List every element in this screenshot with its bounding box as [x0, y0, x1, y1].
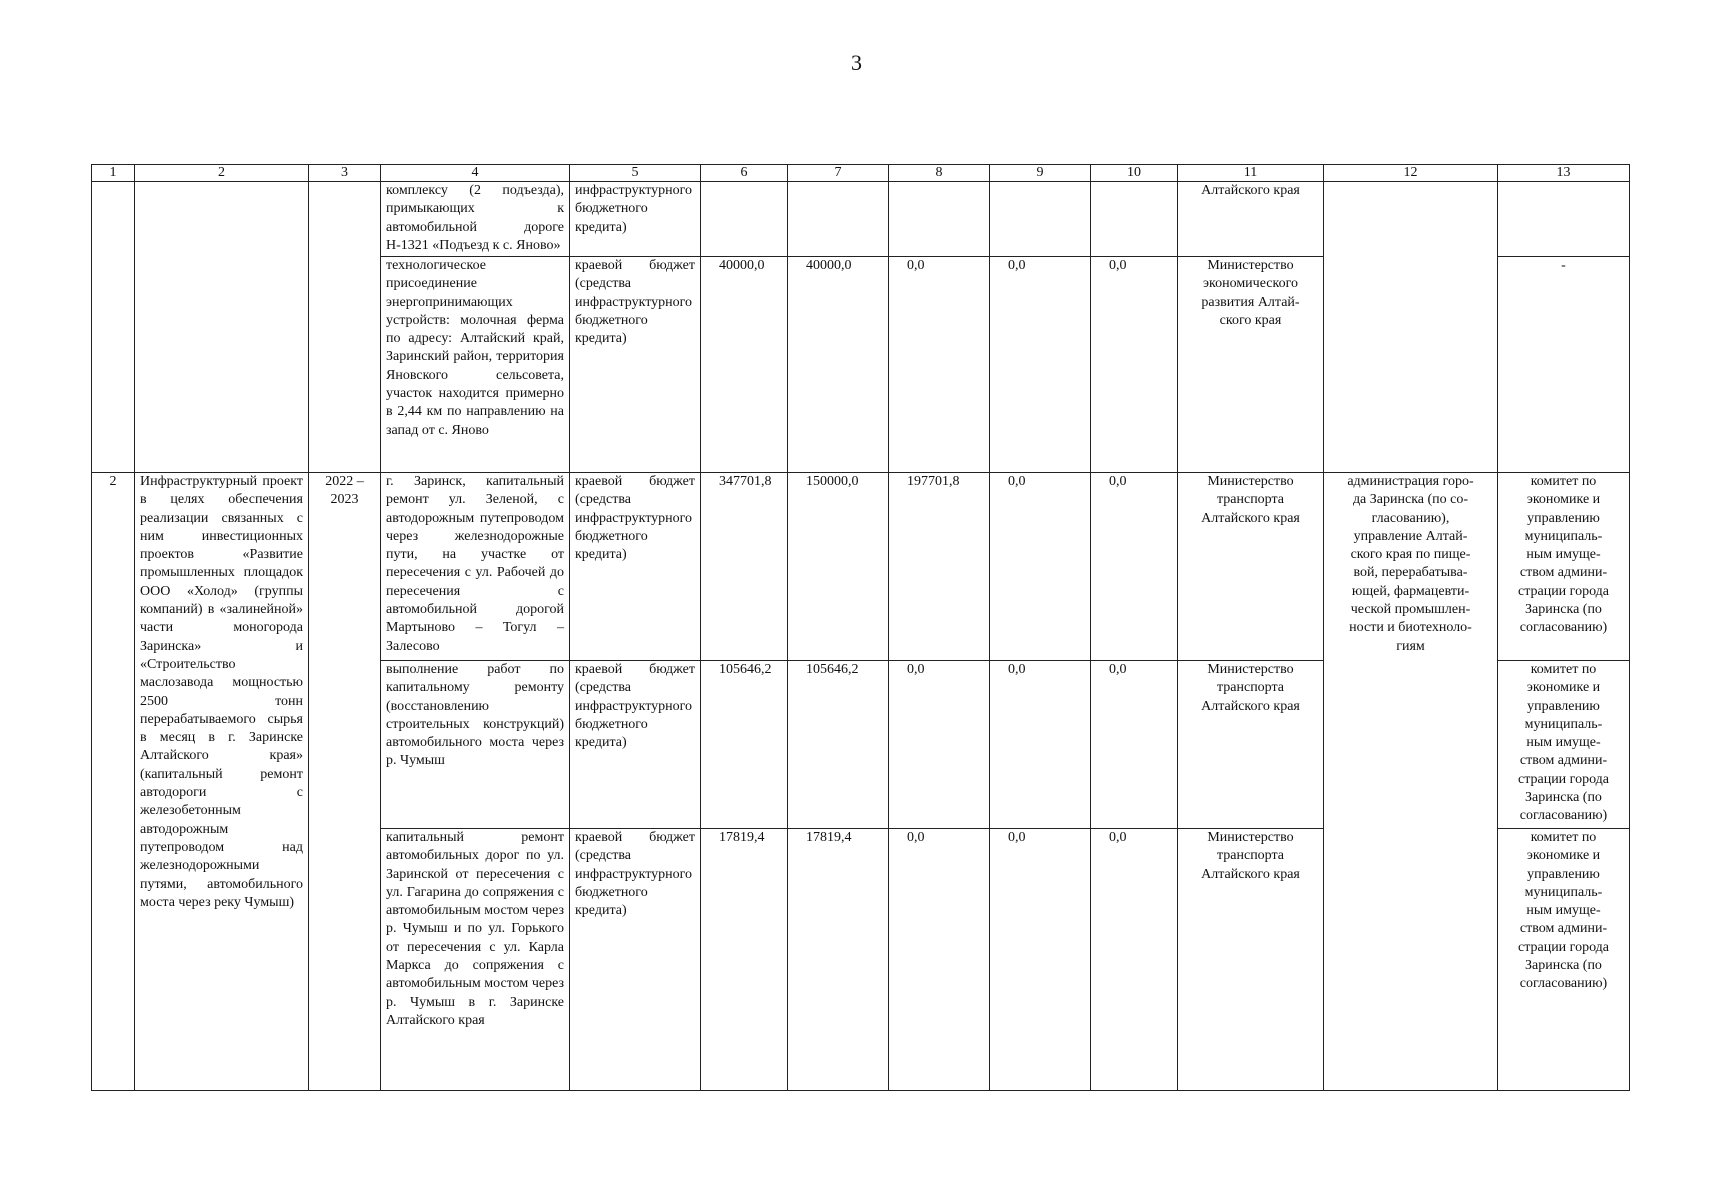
cell-responsible: Министерство транспорта Алтайского края — [1178, 829, 1324, 1091]
header-cell: 13 — [1498, 165, 1630, 182]
cell-project — [135, 182, 309, 473]
cell-participants: комитет по экономике и управлению муниципаль- ным имуще- ством админи- страции города Заринска (по согласованию) — [1498, 829, 1630, 1091]
cell-project: Инфраструктурный проект в целях обеспечения реализации связанных с ним инвестиционных проектов «Развитие промышленных площадок ООО «Холод» (группы компаний) в «залинейной» части моногорода Заринска» и «Строительство маслозавода мощностью 2500 тонн перерабатываемого сырья в месяц в г. Заринске Алтайского края» (капитальный ремонт автодороги с железобетонным автодорожным путепроводом над железнодорожными путями, автомобильного моста через реку Чумыш) — [135, 473, 309, 1091]
cell-col9: 0,0 — [990, 661, 1091, 829]
cell-col6: 347701,8 — [701, 473, 788, 661]
cell-col10 — [1091, 182, 1178, 257]
cell-source: краевой бюджет (средства инфраструктурного бюджетного кредита) — [570, 661, 701, 829]
header-cell: 6 — [701, 165, 788, 182]
cell-col6: 105646,2 — [701, 661, 788, 829]
cell-responsible: Министерство экономического развития Алтай- ского края — [1178, 257, 1324, 473]
cell-object: капитальный ремонт автомобильных дорог по ул. Заринской от пересечения с ул. Гагарина до сопряжения с автомобильным мостом через р. Чумыш и по ул. Горького от пересечения с ул. Карла Маркса до сопряжения с автомобильным мостом через р. Чумыш в г. Заринске Алтайского края — [381, 829, 570, 1091]
cell-col10: 0,0 — [1091, 257, 1178, 473]
header-cell: 11 — [1178, 165, 1324, 182]
cell-coexecutors — [1324, 182, 1498, 473]
funding-table — [91, 164, 1630, 1091]
table-header-row — [92, 165, 1630, 182]
cell-period: 2022 – 2023 — [309, 473, 381, 1091]
header-cell: 8 — [889, 165, 990, 182]
cell-source: инфраструктурного бюджетного кредита) — [570, 182, 701, 257]
cell-col6: 40000,0 — [701, 257, 788, 473]
header-cell: 12 — [1324, 165, 1498, 182]
header-cell: 4 — [381, 165, 570, 182]
cell-col7: 105646,2 — [788, 661, 889, 829]
cell-source: краевой бюджет (средства инфраструктурного бюджетного кредита) — [570, 829, 701, 1091]
cell-number: 2 — [92, 473, 135, 1091]
cell-participants: - — [1498, 257, 1630, 473]
header-cell: 2 — [135, 165, 309, 182]
cell-responsible: Алтайского края — [1178, 182, 1324, 257]
cell-col7: 150000,0 — [788, 473, 889, 661]
header-cell: 7 — [788, 165, 889, 182]
cell-col9: 0,0 — [990, 257, 1091, 473]
table-row — [92, 182, 1630, 257]
cell-source: краевой бюджет (средства инфраструктурного бюджетного кредита) — [570, 473, 701, 661]
header-cell: 1 — [92, 165, 135, 182]
header-cell: 9 — [990, 165, 1091, 182]
cell-object: выполнение работ по капитальному ремонту (восстановлению строительных конструкций) автомобильного моста через р. Чумыш — [381, 661, 570, 829]
cell-object: г. Заринск, капитальный ремонт ул. Зеленой, с автодорожным путепроводом через железнодорожные пути, на участке от пересечения с ул. Рабочей до пересечения с автомобильной дорогой Мартыново – Тогул – Залесово — [381, 473, 570, 661]
cell-col9: 0,0 — [990, 829, 1091, 1091]
cell-col7: 17819,4 — [788, 829, 889, 1091]
cell-participants — [1498, 182, 1630, 257]
cell-coexecutors: администрация горо- да Заринска (по со- гласованию), управление Алтай- ского края по пище- вой, перерабатыва- ющей, фармацевти- ческой промышлен- ности и биотехноло- гиям — [1324, 473, 1498, 1091]
cell-object: комплексу (2 подъезда), примыкающих к автомобильной дороге Н-1321 «Подъезд к с. Яново» — [381, 182, 570, 257]
cell-col8: 0,0 — [889, 257, 990, 473]
cell-participants: комитет по экономике и управлению муниципаль- ным имуще- ством админи- страции города Заринска (по согласованию) — [1498, 661, 1630, 829]
cell-col6 — [701, 182, 788, 257]
cell-col10: 0,0 — [1091, 473, 1178, 661]
cell-responsible: Министерство транспорта Алтайского края — [1178, 661, 1324, 829]
header-cell: 3 — [309, 165, 381, 182]
cell-col9 — [990, 182, 1091, 257]
cell-col7 — [788, 182, 889, 257]
cell-col9: 0,0 — [990, 473, 1091, 661]
cell-responsible: Министерство транспорта Алтайского края — [1178, 473, 1324, 661]
cell-col6: 17819,4 — [701, 829, 788, 1091]
cell-object: технологическое присоединение энергопринимающих устройств: молочная ферма по адресу: Алтайский край, Заринский район, территория Яновского сельсовета, участок находится примерно в 2,44 км по направлению на запад от с. Яново — [381, 257, 570, 473]
header-cell: 5 — [570, 165, 701, 182]
page-number: 3 — [851, 50, 862, 75]
cell-source: краевой бюджет (средства инфраструктурного бюджетного кредита) — [570, 257, 701, 473]
cell-col10: 0,0 — [1091, 661, 1178, 829]
cell-col8: 197701,8 — [889, 473, 990, 661]
cell-participants: комитет по экономике и управлению муниципаль- ным имуще- ством админи- страции города Заринска (по согласованию) — [1498, 473, 1630, 661]
header-cell: 10 — [1091, 165, 1178, 182]
cell-col10: 0,0 — [1091, 829, 1178, 1091]
cell-period — [309, 182, 381, 473]
cell-col7: 40000,0 — [788, 257, 889, 473]
cell-col8: 0,0 — [889, 661, 990, 829]
table-row — [92, 473, 1630, 661]
cell-col8: 0,0 — [889, 829, 990, 1091]
cell-col8 — [889, 182, 990, 257]
cell-number — [92, 182, 135, 473]
